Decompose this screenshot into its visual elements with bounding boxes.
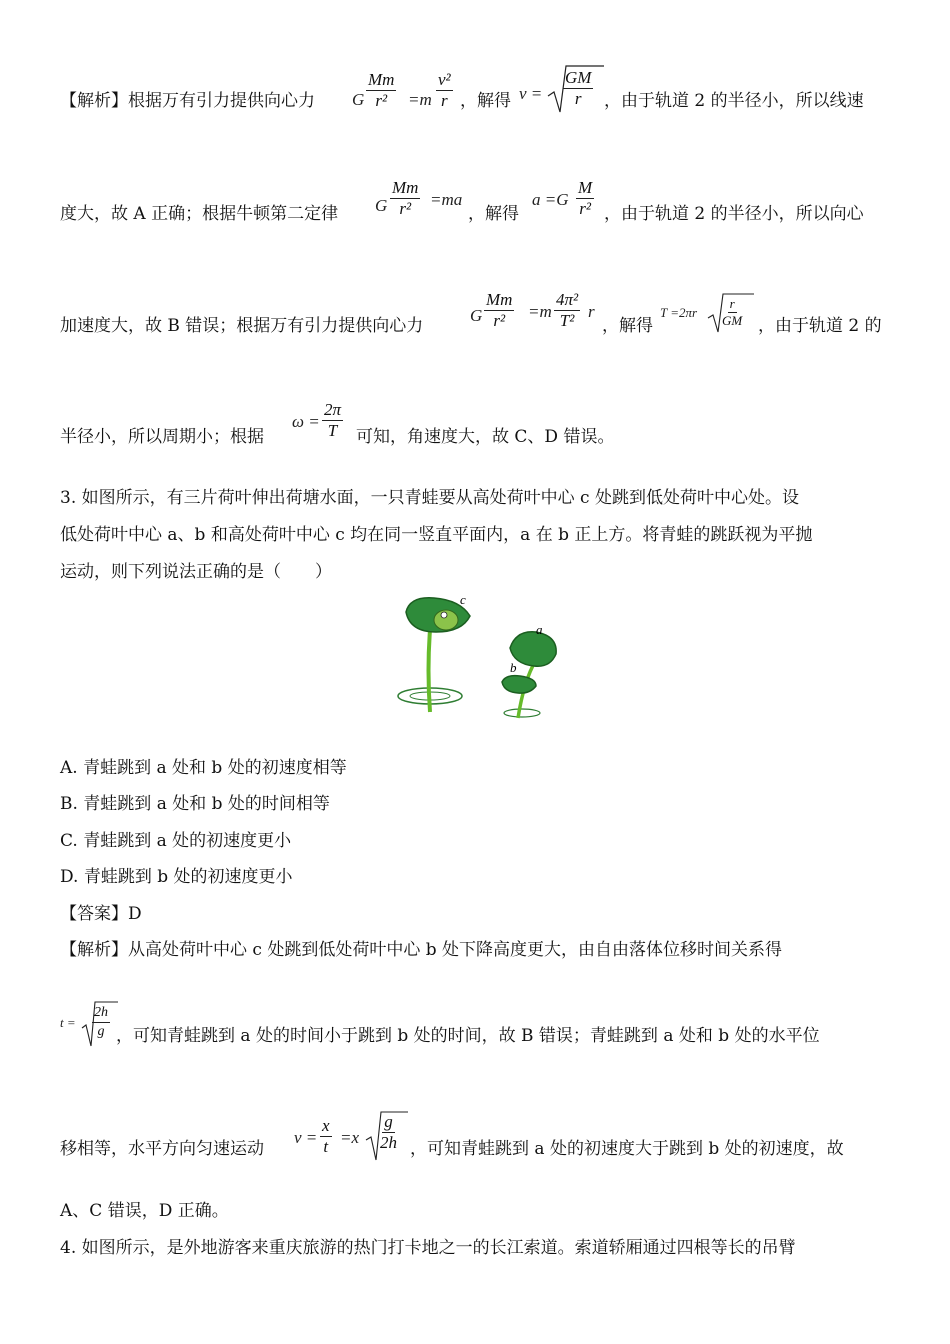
q3-analysis-line3-a: 移相等，水平方向匀速运动: [60, 1139, 264, 1159]
q3-line1: 3. 如图所示，有三片荷叶伸出荷塘水面，一只青蛙要从高处荷叶中心 c 处跳到低处荷叶中心处。设: [60, 488, 799, 508]
lotus-frog-figure: [390, 590, 570, 725]
leaf-a: [510, 632, 556, 666]
formula-v-eq-2: v =: [294, 1128, 318, 1147]
formula-frac-x-t: $\frac{x}{t}$: [322, 1116, 330, 1156]
option-d: D. 青蛙跳到 b 处的初速度更小: [60, 867, 293, 887]
frog-eye: [441, 612, 447, 618]
q3-line3: 运动，则下列说法正确的是（ ）: [60, 562, 332, 582]
formula-frac-r-GM: $\frac{r}{GM}$: [722, 296, 743, 328]
formula-v-eq: v =: [519, 84, 543, 103]
label-a: a: [536, 622, 543, 637]
para1-line1: 【解析】根据万有引力提供向心力: [60, 91, 315, 111]
formula-eq-m: =m: [408, 90, 432, 109]
q3-answer: 【答案】D: [60, 904, 142, 924]
q4-line1: 4. 如图所示，是外地游客来重庆旅游的热门打卡地之一的长江索道。索道轿厢通过四根等长的吊臂: [60, 1238, 796, 1258]
formula-G: G: [352, 90, 365, 109]
q3-analysis-line3-b: ，可知青蛙跳到 a 处的初速度大于跳到 b 处的初速度，故: [410, 1139, 844, 1159]
q3-analysis-line2: ，可知青蛙跳到 a 处的时间小于跳到 b 处的时间，故 B 错误；青蛙跳到 a 处和 b 处的水平位: [116, 1026, 820, 1046]
formula-eq-ma: =ma: [430, 190, 463, 209]
option-a: A. 青蛙跳到 a 处和 b 处的初速度相等: [60, 758, 347, 778]
formula-omega-eq: ω =: [292, 412, 320, 431]
formula-r: r: [588, 302, 595, 321]
formula-frac-2pi-T: $\frac{2\pi}{T}$: [324, 400, 342, 440]
formula-t-eq: t =: [60, 1015, 76, 1030]
para1-line2-b: ，解得: [468, 204, 519, 224]
formula-frac-Mm-r2: $\frac{Mm}{\text{r²}}$: [368, 70, 395, 110]
para1-line1-c: ，由于轨道 2 的半径小，所以线速: [604, 91, 864, 111]
leaf-b: [502, 676, 536, 694]
para1-line2-c: ，由于轨道 2 的半径小，所以向心: [604, 204, 864, 224]
para1-line3-c: ，由于轨道 2 的: [758, 316, 882, 336]
label-b: b: [510, 660, 517, 675]
option-c: C. 青蛙跳到 a 处的初速度更小: [60, 831, 292, 851]
q3-line2: 低处荷叶中心 a、b 和高处荷叶中心 c 均在同一竖直平面内，a 在 b 正上方。将青蛙的跳跃视为平抛: [60, 525, 813, 545]
formula-frac-v2-r: $\frac{\text{v²}}{r}$: [438, 70, 451, 110]
formula-T-eq: T =2πr: [660, 305, 698, 320]
formula-frac-2h-g: $\frac{2h}{g}$: [94, 1005, 108, 1039]
para1-line4: 半径小，所以周期小；根据: [60, 427, 264, 447]
ripple-ab: [504, 709, 540, 717]
stem-c: [429, 630, 431, 712]
option-b: B. 青蛙跳到 a 处和 b 处的时间相等: [60, 794, 330, 814]
formula-frac-GM-r: $\frac{GM}{r}$: [565, 68, 592, 108]
formula-eq-x: =x: [340, 1128, 360, 1147]
formula-frac-4pi2-T2: $\frac{\text{4π²}}{\text{T²}}$: [556, 290, 579, 330]
para1-line2: 度大，故 A 正确；根据牛顿第二定律: [60, 204, 339, 224]
formula-eq-m-3: =m: [528, 302, 552, 321]
formula-frac-M-r2: $\frac{M}{\text{r²}}$: [578, 178, 593, 218]
para1-line3-b: ，解得: [602, 316, 653, 336]
formula-frac-Mm-r2-2: $\frac{Mm}{\text{r²}}$: [392, 178, 419, 218]
formula-G-3: G: [470, 306, 483, 325]
formula-frac-Mm-r2-3: $\frac{Mm}{\text{r²}}$: [486, 290, 513, 330]
para1-line3: 加速度大，故 B 错误；根据万有引力提供向心力: [60, 316, 424, 336]
para1-line4-b: 可知，角速度大，故 C、D 错误。: [356, 427, 615, 447]
q3-analysis-line1: 【解析】从高处荷叶中心 c 处跳到低处荷叶中心 b 处下降高度更大，由自由落体位移时间关系得: [60, 940, 783, 960]
formula-frac-g-2h: $\frac{g}{2h}$: [380, 1112, 397, 1152]
label-c: c: [460, 592, 466, 607]
formula-a-eq: a =G: [532, 190, 569, 209]
formula-G-2: G: [375, 196, 388, 215]
q3-analysis-line4: A、C 错误，D 正确。: [60, 1201, 229, 1221]
para1-line1-b: ，解得: [460, 91, 511, 111]
